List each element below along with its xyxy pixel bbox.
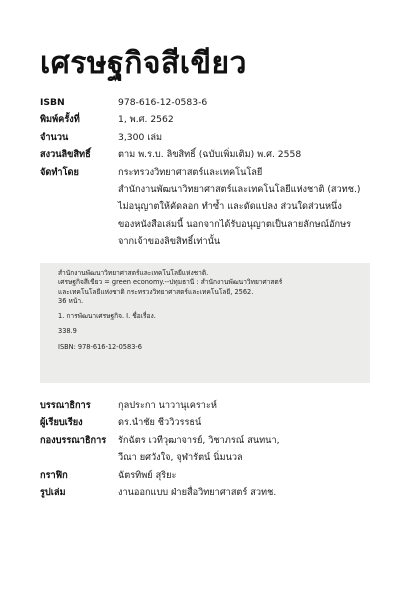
info-value-line: 3,300 เล่ม [118,131,163,143]
info-row-producer [40,166,390,249]
credit-row-editor [40,399,390,412]
info-row-copyright [40,148,390,161]
cip-line: เศรษฐกิจสีเขียว = green economy.--ปทุมธานี : สำนักงานพัฒนาวิทยาศาสตร์ [58,278,283,287]
cip-line: และเทคโนโลยีแห่งชาติ กระทรวงวิทยาศาสตร์และเทคโนโลยี, 2562. [58,287,254,296]
info-value [118,166,390,249]
info-value-line: จากเจ้าของลิขสิทธิ์เท่านั้น [118,236,221,248]
info-label: ISBN [40,97,65,108]
info-row-isbn [40,96,390,109]
credit-row-editorial-board [40,434,390,464]
credit-row-layout [40,486,390,499]
info-value-line: ของหนังสือเล่มนี้ นอกจากได้รับอนุญาตเป็นลายลักษณ์อักษร [118,218,352,230]
publication-info [40,96,390,253]
info-label: จำนวน [40,131,69,143]
info-value-line: ตาม พ.ร.บ. ลิขสิทธิ์ (ฉบับเพิ่มเติม) พ.ศ. 2558 [118,149,302,161]
info-row-copies [40,131,390,144]
credit-value [118,469,390,482]
cip-subject: 1. การพัฒนาเศรษฐกิจ. I. ชื่อเรื่อง. [58,312,156,321]
cip-line: สำนักงานพัฒนาวิทยาศาสตร์และเทคโนโลยีแห่งชาติ. [58,269,209,277]
credit-value-line: ฉัตรทิพย์ สุริยะ [118,469,177,481]
credit-value [118,399,390,412]
info-value-line: กระทรวงวิทยาศาสตร์และเทคโนโลยี [118,166,263,178]
credit-value [118,486,390,499]
credit-value-line: งานออกแบบ ฝ่ายสื่อวิทยาศาสตร์ สวทช. [118,486,277,498]
info-value [118,113,390,126]
credit-label: บรรณาธิการ [40,400,91,411]
info-label: จัดทำโดย [40,166,79,178]
credit-value [118,416,390,429]
info-value-line: ไม่อนุญาตให้คัดลอก ทำซ้ำ และดัดแปลง ส่วนใดส่วนหนึ่ง [118,201,342,213]
cip-isbn: ISBN: 978-616-12-0583-6 [58,342,142,351]
credit-row-compiler [40,416,390,429]
info-value-line: 1, พ.ศ. 2562 [118,114,174,126]
credit-label: กองบรรณาธิการ [40,434,107,446]
info-label: พิมพ์ครั้งที่ [40,114,80,126]
cip-line: 36 หน้า. [58,296,84,305]
credit-label: ผู้เรียบเรียง [40,417,83,429]
credit-value-line: รักฉัตร เวทีวุฒาจารย์, วิชาภรณ์ สนทนา, [118,434,280,446]
credit-value-line: ดร.นำชัย ชีววิวรรธน์ [118,417,202,429]
book-title: เศรษฐกิจสีเขียว [40,46,247,81]
cataloging-in-publication-box [40,263,370,383]
cip-class-number: 338.9 [58,327,77,336]
credit-label: กราฟิก [40,469,68,481]
info-value [118,148,390,161]
credits [40,399,390,503]
info-row-edition [40,113,390,126]
credit-label: รูปเล่ม [40,486,66,498]
info-value [118,131,390,144]
info-label: สงวนลิขสิทธิ์ [40,149,91,161]
info-value [118,96,390,109]
credit-value [118,434,390,464]
info-value-line: 978-616-12-0583-6 [118,97,208,108]
credit-value-line: วีณา ยศวังใจ, จุฬารัตน์ นิ่มนวล [118,452,243,464]
credit-value-line: กุลประกา นาวานุเคราะห์ [118,400,217,411]
credit-row-graphics [40,469,390,482]
info-value-line: สำนักงานพัฒนาวิทยาศาสตร์และเทคโนโลยีแห่งชาติ (สวทช.) [118,183,361,195]
